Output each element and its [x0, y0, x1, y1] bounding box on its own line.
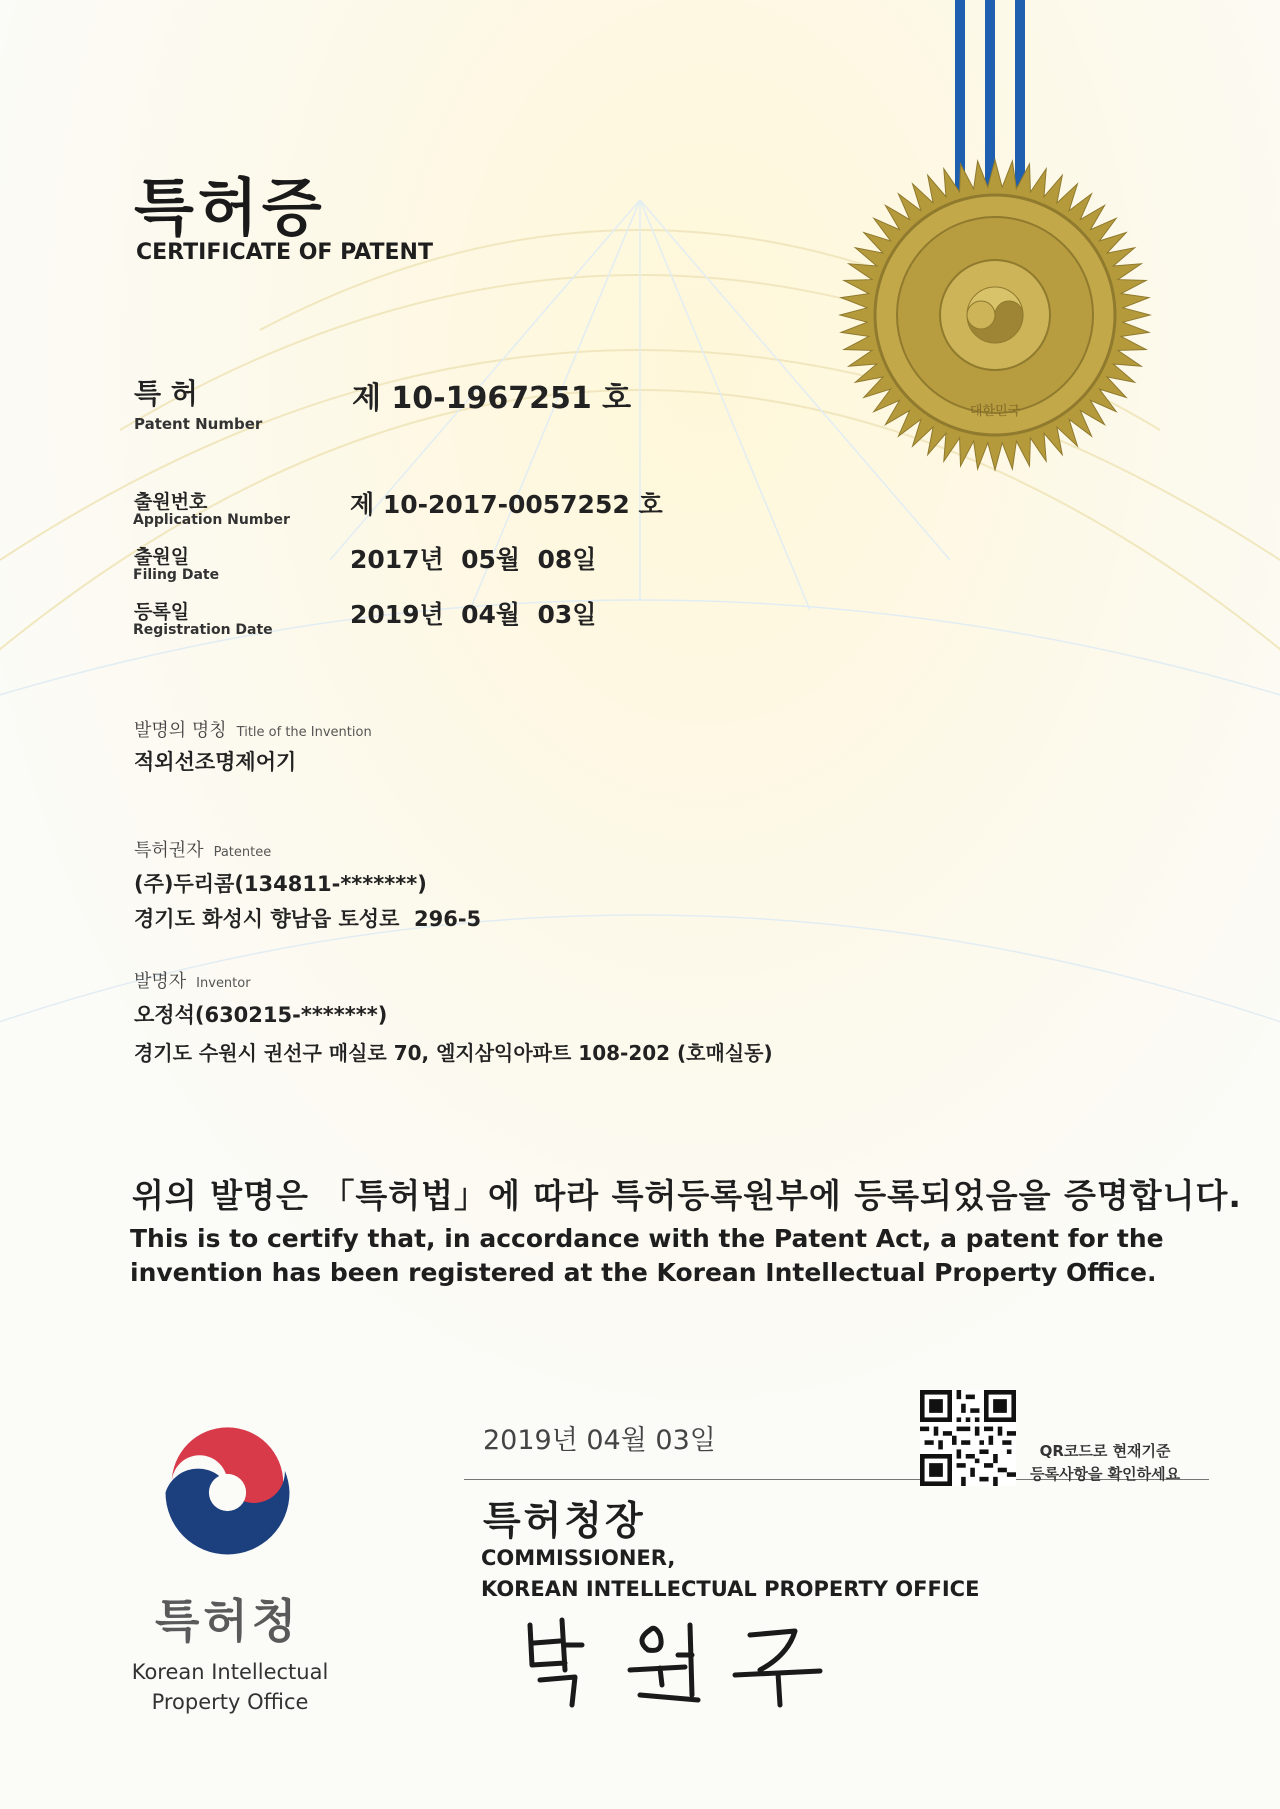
qr-code[interactable] [920, 1390, 1016, 1486]
invention-label-en: Title of the Invention [236, 725, 372, 740]
patentee-name: (주)두리콤(134811-*******) [134, 872, 427, 896]
qr-instructions-line-2: 등록사항을 확인하세요 [1030, 1465, 1181, 1483]
inventor-name: 오정석(630215-*******) [134, 1003, 388, 1027]
certificate-title-korean: 특허증 [134, 171, 326, 244]
seal-text: 대한민국 [969, 404, 1021, 419]
filing-date-label-en: Filing Date [133, 567, 220, 583]
application-number-label-ko: 출원번호 [134, 491, 208, 513]
registration-date-label-ko: 등록일 [134, 601, 190, 623]
office-name-english [110, 1657, 350, 1717]
patentee-label [134, 836, 271, 862]
inventor-label [134, 967, 251, 993]
certificate-title-english: CERTIFICATE OF PATENT [136, 240, 433, 265]
filing-date-value: 2017년 05월 08일 [350, 545, 597, 574]
application-number-value: 제 10-2017-0057252 호 [350, 490, 663, 519]
patent-number-label-ko: 특 허 [134, 377, 198, 410]
patent-number-value: 제 10-1967251 호 [352, 381, 632, 416]
patent-number-label-en: Patent Number [134, 415, 263, 433]
application-number-label-en: Application Number [133, 512, 290, 528]
inventor-label-en: Inventor [196, 976, 251, 991]
gold-seal [835, 155, 1155, 475]
inventor-label-ko: 발명자 [134, 971, 187, 992]
invention-label-ko: 발명의 명칭 [134, 720, 227, 741]
qr-instructions-line-1: QR코드로 현재기준 [1039, 1442, 1171, 1460]
patentee-label-en: Patentee [213, 845, 272, 860]
certification-text-korean: 위의 발명은 「특허법」에 따라 특허등록원부에 등록되었음을 증명합니다. [132, 1176, 1242, 1215]
invention-label [134, 716, 372, 742]
office-name-line-2: Property Office [151, 1690, 309, 1714]
commissioner-title-korean: 특허청장 [483, 1499, 646, 1544]
commissioner-line-2: KOREAN INTELLECTUAL PROPERTY OFFICE [481, 1577, 980, 1601]
registration-date-value: 2019년 04월 03일 [350, 600, 597, 629]
patentee-label-ko: 특허권자 [134, 840, 204, 861]
invention-title: 적외선조명제어기 [134, 750, 297, 774]
certification-text-english: This is to certify that, in accordance with the Patent Act, a patent for the invention has been registered at the Korean Intellectual Property Office. [130, 1224, 1164, 1287]
kipo-logo-icon [150, 1415, 305, 1570]
registration-date-label-en: Registration Date [133, 622, 273, 638]
qr-instructions [1030, 1440, 1180, 1486]
patentee-address: 경기도 화성시 향남읍 토성로 296-5 [134, 907, 482, 931]
filing-date-label-ko: 출원일 [134, 546, 190, 568]
office-name-line-1: Korean Intellectual [131, 1660, 329, 1684]
commissioner-signature [520, 1595, 840, 1715]
inventor-address: 경기도 수원시 권선구 매실로 70, 엘지삼익아파트 108-202 (호매실동) [134, 1041, 773, 1065]
issue-date: 2019년 04월 03일 [483, 1425, 716, 1456]
office-name-korean: 특허청 [155, 1594, 301, 1648]
commissioner-line-1: COMMISSIONER, [481, 1546, 676, 1570]
